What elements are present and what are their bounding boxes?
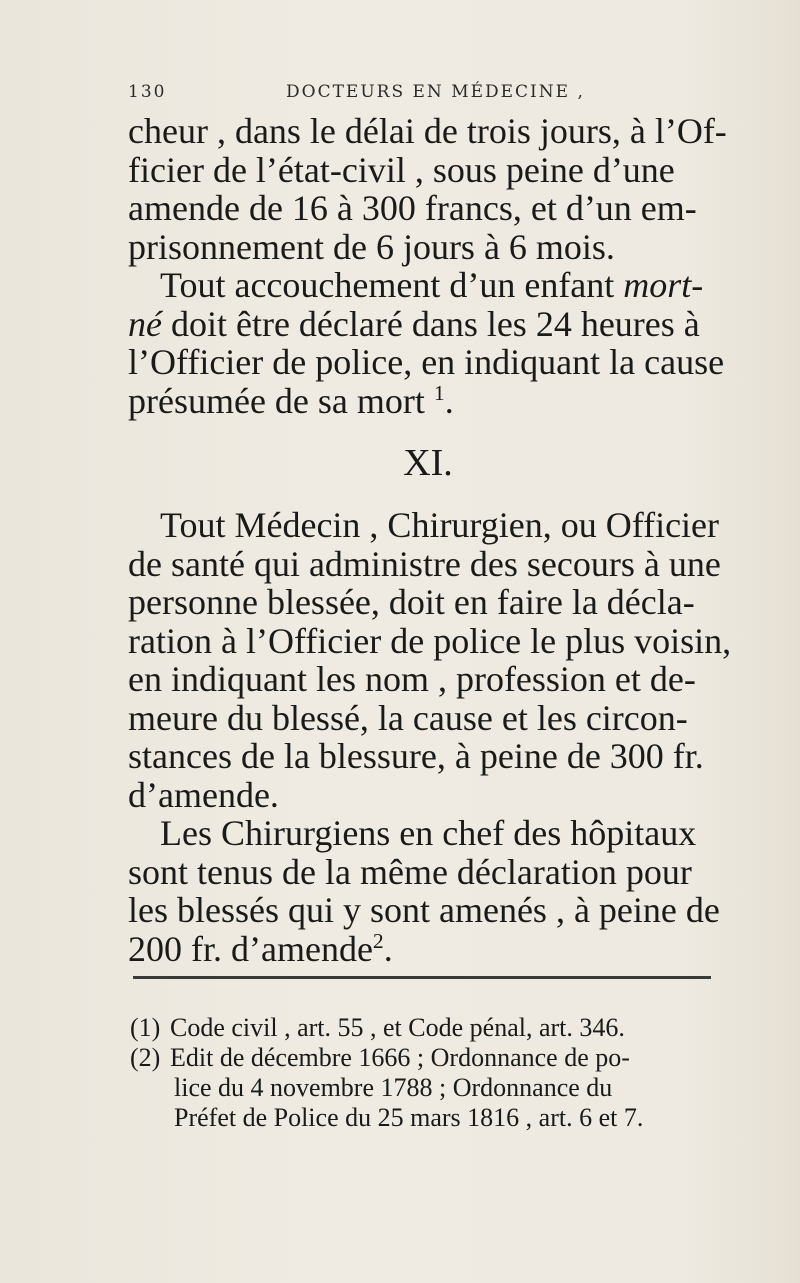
text-line: 200 fr. d’amende$^2$. [128, 928, 393, 969]
paragraph-3 [128, 505, 732, 815]
text-line: ration à l’Officier de police le plus voisin, [128, 620, 732, 661]
footnote-ref: 2 [372, 928, 384, 953]
footnote-ref: 1 [433, 380, 445, 405]
text-line: Tout Médecin , Chirurgien, ou Officier [160, 505, 720, 545]
text-line: Tout accouchement d’un enfant mort- [160, 265, 704, 305]
text-line: Les Chirurgiens en chef des hôpitaux [160, 813, 697, 853]
text-line: né doit être déclaré dans les 24 heures à [128, 303, 700, 344]
page-body [128, 111, 732, 969]
italic-term: mort- [623, 265, 704, 305]
italic-term: né [128, 303, 162, 344]
text-line: d’amende. [128, 774, 279, 815]
text-line: prisonnement de 6 jours à 6 mois. [128, 226, 615, 267]
paragraph-1 [128, 112, 728, 266]
section-heading: XI. [403, 442, 453, 484]
text-line: sont tenus de la même déclaration pour [128, 851, 692, 892]
footnote-2: (2) Edit de décembre 1666 ; Ordonnance de po- lice du 4 novembre 1788 ; Ordonnance du Préfet de Police du 25 mars 1816 , art. 6 et 7. [130, 1043, 644, 1132]
footnote-divider [133, 976, 711, 979]
page-number: 130 [128, 82, 167, 102]
text-line: meure du blessé, la cause et les circon- [128, 697, 688, 738]
paragraph-2 [128, 266, 728, 420]
text-line: l’Officier de police, en indiquant la cause [128, 342, 725, 382]
footnote-number: (2) [130, 1043, 161, 1072]
text-line: stances de la blessure, à peine de 300 fr. [128, 736, 704, 776]
text-line: ficier de l’état-civil , sous peine d’une [128, 149, 675, 190]
text-line: les blessés qui y sont amenés , à peine de [128, 890, 720, 930]
running-title: DOCTEURS EN MÉDECINE , [286, 82, 585, 102]
footnote-number: (1) [130, 1013, 161, 1042]
text-line: personne blessée, doit en faire la décla- [128, 582, 695, 622]
footnote-1: (1) Code civil , art. 55 , et Code pénal, art. 346. [130, 1013, 625, 1042]
text-line: présumée de sa mort $^1$. [128, 380, 454, 421]
footnotes [130, 1013, 730, 1133]
paragraph-4 [128, 814, 728, 968]
text-line: cheur , dans le délai de trois jours, à l’Of- [128, 111, 727, 151]
text-line: de santé qui administre des secours à une [128, 543, 721, 584]
text-line: en indiquant les nom , profession et de- [128, 659, 696, 699]
text-line: amende de 16 à 300 francs, et d’un em- [128, 188, 697, 228]
running-header [128, 82, 728, 112]
